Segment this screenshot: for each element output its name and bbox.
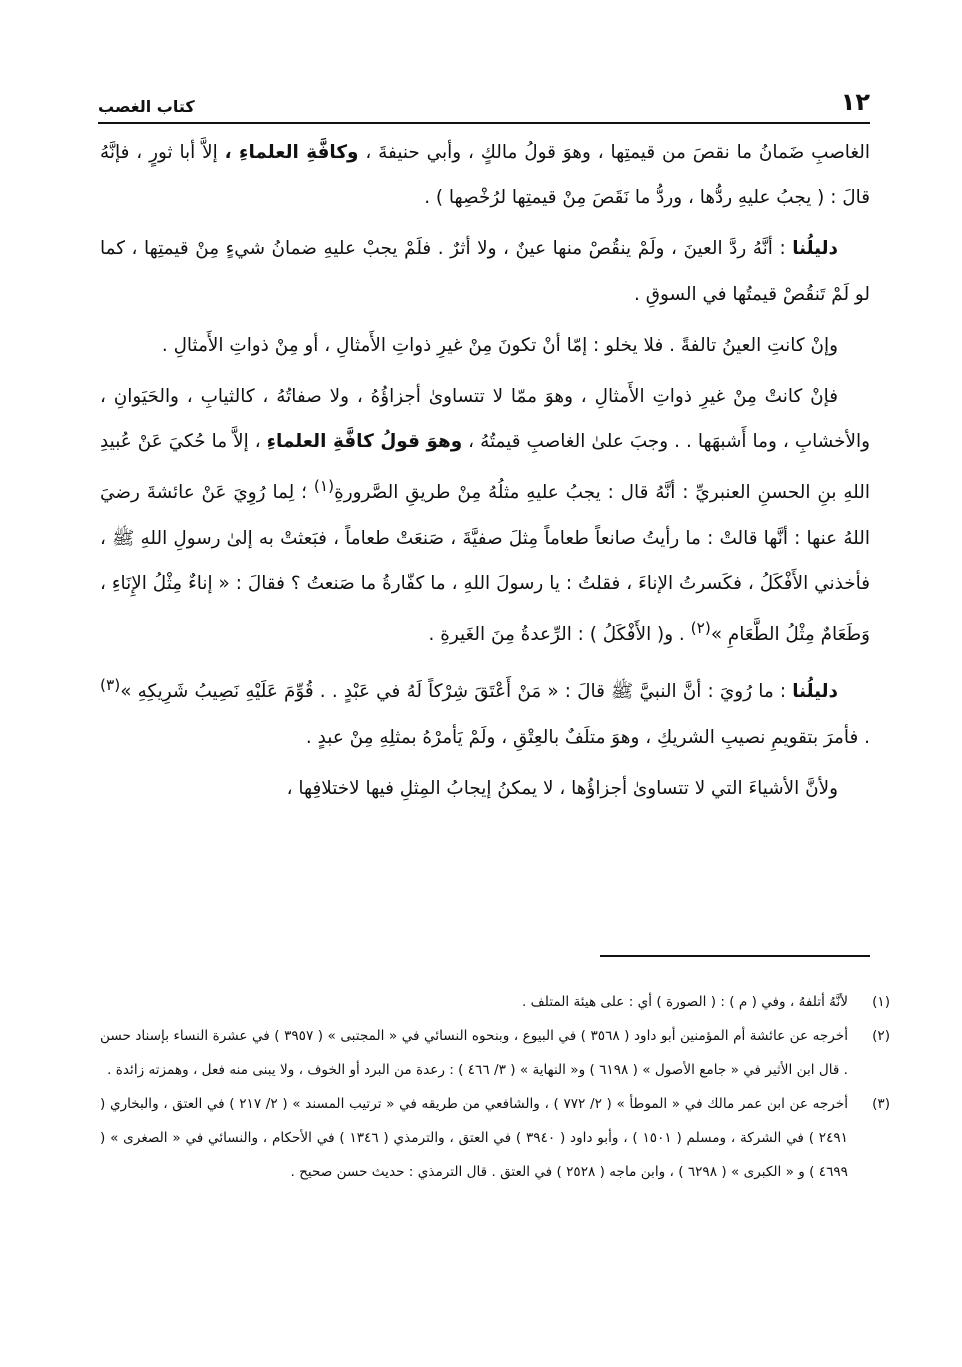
paragraph-5-a: : ما رُويَ : أنَّ النبيَّ ﷺ قالَ : « مَنْ أَعْتَقَ شِرْكاً لَهُ في عَبْدٍ . . قُوِّمَ عَلَيْهِ نَصِيبُ شَرِيكِهِ » [120, 681, 793, 703]
paragraph-6: ولأنَّ الأشياءَ التي لا تتساوىٰ أجزاؤُها ، لا يمكنُ إيجابُ المِثلِ فيها لاختلافِها ، [286, 778, 838, 800]
footnote-number: (١) [872, 994, 890, 1010]
footnote-divider [600, 955, 870, 957]
footnotes [100, 985, 890, 1189]
paragraph-4-a: فإنْ كانتْ مِنْ غيرِ ذواتِ الأَمثالِ ، وهوَ ممّا لا تتساوىٰ أجزاؤُهُ ، ولا صفاتُهُ ، كالثيابِ ، والحَيَوانِ ، والأخشابِ ، وما أَشبهَها . . وجبَ علىٰ الغاصبِ قيمتُهُ ، [100, 386, 870, 453]
footnote-ref-1[interactable]: (١) [313, 477, 335, 496]
footnote-text: أخرجه عن ابن عمر مالك في « الموطأ » ( ٢/ ٧٧٢ ) ، والشافعي من طريقه في « ترتيب المسند » ( ٢/ ٢١٧ ) في العتق ، والبخاري ( ٢٤٩١ ) في الشركة ، ومسلم ( ١٥٠١ ) ، وأبو داود ( ٣٩٤٠ ) في العتق ، والترمذي ( ١٣٤٦ ) في الأحكام ، والنسائي في « الصغرى » ( ٤٦٩٩ ) و « الكبرى » ( ٦٢٩٨ ) ، وابن ماجه ( ٢٥٢٨ ) في العتق . قال الترمذي : حديث حسن صحيح . [100, 1096, 848, 1180]
footnote-item [100, 985, 890, 1019]
paragraph-4-bold: وهوَ قولُ كافَّةِ العلماءِ [266, 431, 463, 453]
footnote-text: لأنَّهُ أتلفهُ ، وفي ( م ) : ( الصورة ) أي : على هيئة المتلف . [522, 994, 848, 1010]
paragraph-4-b: ، إلاَّ ما حُكيَ عَنْ عُبيدِ اللهِ بنِ الحسنِ العنبريِّ : أنَّهُ قال : يجبُ عليهِ مثلُهُ مِنْ طريقِ الصَّرورةِ [100, 431, 870, 504]
page-header [98, 82, 870, 116]
paragraph-1-bold: وكافَّةِ العلماءِ ، [224, 142, 359, 163]
running-title: كتاب الغصب [98, 97, 195, 116]
page-number: ١٢ [840, 88, 870, 116]
footnote-number: (٣) [872, 1096, 890, 1112]
paragraph-5-lead: دليلُنا [792, 681, 838, 703]
footnote-number: (٢) [872, 1028, 890, 1044]
header-divider [98, 122, 870, 124]
paragraph-1 [100, 130, 870, 220]
paragraph-2-text: : أنَّهُ ردَّ العينَ ، ولَمْ ينقُصْ منها عينٌ ، ولا أثرٌ . فلَمْ يجبْ عليهِ ضمانُ شيءٍ مِنْ قيمتِها ، كما لو لَمْ تَنقُصْ قيمتُها في السوقِ . [100, 238, 870, 305]
footnote-item [100, 1087, 890, 1189]
footnote-ref-3[interactable]: (٣) [100, 676, 121, 695]
paragraph-4 [100, 374, 870, 657]
main-text [100, 130, 870, 817]
paragraph-4-d: . و( الأَفْكَلُ ) : الرِّعدةُ مِنَ الغَيرةِ . [428, 624, 691, 646]
footnote-text: أخرجه عن عائشة أم المؤمنين أبو داود ( ٣٥٦٨ ) في البيوع ، وبنحوه النسائي في « المجتبى » ( ٣٩٥٧ ) في عشرة النساء بإسناد حسن . قال ابن الأثير في « جامع الأصول » ( ٦١٩٨ ) و« النهاية » ( ٣/ ٤٦٦ ) : رعدة من البرد أو الخوف ، ولا يبنى منه فعل ، وهمزته زائدة . [100, 1028, 848, 1078]
paragraph-2-lead: دليلُنا [792, 238, 838, 260]
paragraph-4-c: ؛ لِما رُوِيَ عَنْ عائشةَ رضيَ اللهُ عنها : أنَّها قالتْ : ما رأيتُ صانعاً طعاماً مِثلَ صفيَّةَ ، صَنعَتْ طعاماً ، فبَعثتْ به إلىٰ رسولِ اللهِ ﷺ ، فأخذني الأَفْكَلُ ، فكَسرتُ الإناءَ ، فقلتُ : يا رسولَ اللهِ ، ما كفّارةُ ما صَنعتُ ؟ فقالَ : « إناءٌ مِثْلُ الإِنَاءِ ، وَطَعَامٌ مِثْلُ الطَّعَامِ » [100, 482, 870, 646]
paragraph-2 [100, 226, 870, 316]
paragraph-1-text: الغاصبِ ضَمانُ ما نقصَ من قيمتِها ، وهوَ قولُ مالكٍ ، وأبي حنيفةَ ، [358, 142, 870, 163]
paragraph-3: وإنْ كانتِ العينُ تالفةً . فلا يخلو : إمّا أنْ تكونَ مِنْ غيرِ ذواتِ الأَمثالِ ، أو مِنْ ذواتِ الأَمثالِ . [161, 334, 838, 356]
paragraph-5-b: . فأمرَ بتقويمِ نصيبِ الشريكِ ، وهوَ متلَفٌ بالعِتْقِ ، ولَمْ يَأمرْهُ بمثلِهِ مِنْ عبدٍ . [305, 726, 870, 748]
footnote-ref-2[interactable]: (٢) [690, 619, 711, 638]
paragraph-1-continued: إلاَّ أبا ثورٍ ، فإنَّهُ قالَ : ( يجبُ عليهِ ردُّها ، وردُّ ما نَقَصَ مِنْ قيمتِها لرُخْصِها ) . [100, 142, 870, 209]
footnote-item [100, 1019, 890, 1087]
paragraph-5 [100, 663, 870, 760]
